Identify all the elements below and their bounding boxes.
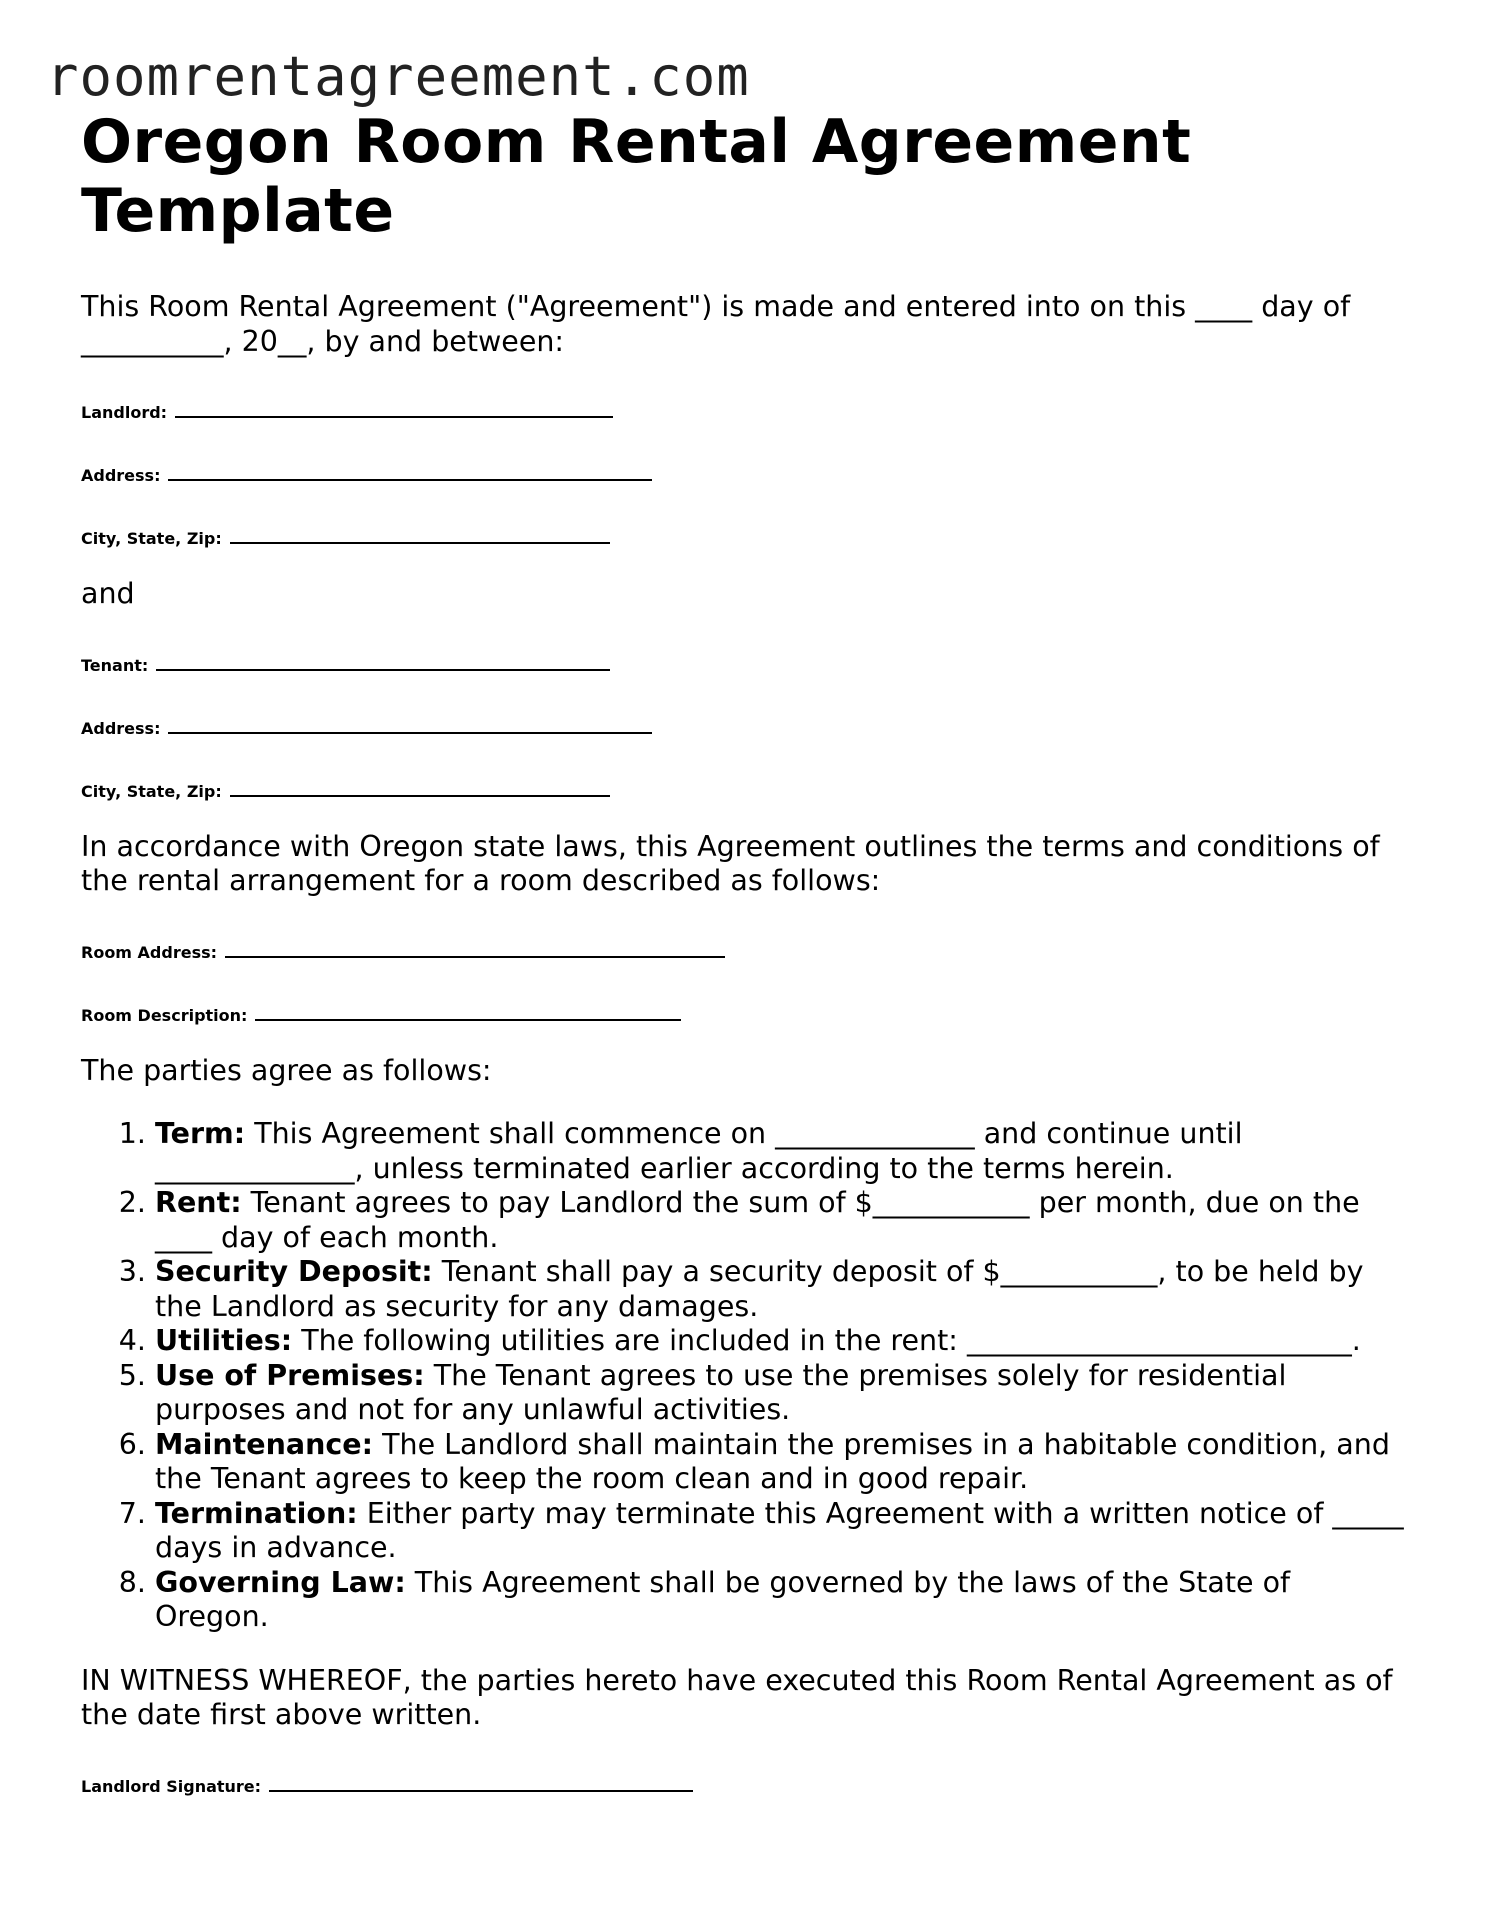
field-label: City, State, Zip:: [81, 781, 222, 801]
term-label: Security Deposit:: [155, 1255, 433, 1288]
tenant-name-field: [81, 641, 1411, 675]
field-label: City, State, Zip:: [81, 529, 222, 548]
list-item: [155, 1566, 1411, 1635]
field-label: Landlord:: [81, 403, 168, 422]
intro-paragraph: This Room Rental Agreement ("Agreement") is made and entered into on this ____ day of __________, 20__, by and between:: [81, 290, 1351, 358]
field-label: Room Description:: [81, 1005, 248, 1025]
landlord-signature-line[interactable]: [269, 1762, 693, 1792]
term-text: The Tenant agrees to use the premises solely for residential purposes and not for any unlawful activities.: [155, 1358, 1287, 1426]
term-text: Tenant agrees to pay Landlord the sum of $___________ per month, due on the ____ day of each month.: [155, 1186, 1360, 1254]
document-title: Oregon Room Rental Agreement Template: [81, 107, 1192, 246]
room-address-field: [81, 928, 1411, 962]
landlord-city-line[interactable]: [230, 514, 610, 544]
list-item: [155, 1359, 1411, 1428]
landlord-name-field: [81, 388, 1411, 422]
tenant-address-line[interactable]: [168, 704, 652, 734]
accordance-paragraph: In accordance with Oregon state laws, this Agreement outlines the terms and conditions of the rental arrangement for a room described as follows:: [81, 829, 1380, 897]
agreement-document: [81, 108, 1411, 1825]
landlord-address-line[interactable]: [168, 451, 652, 481]
list-item: [155, 1497, 1411, 1566]
terms-list: [81, 1117, 1411, 1635]
landlord-address-field: [81, 451, 1411, 485]
term-label: Rent:: [155, 1186, 242, 1219]
field-label: Tenant:: [81, 655, 149, 675]
site-watermark: roomrentagreement.com: [46, 45, 750, 108]
term-label: Utilities:: [155, 1324, 293, 1357]
term-label: Governing Law:: [155, 1565, 406, 1599]
list-item: [155, 1117, 1411, 1186]
term-text: This Agreement shall commence on ______________ and continue until ______________, unless terminated earlier according to the terms herein.: [155, 1117, 1243, 1185]
field-label: Landlord Signature:: [81, 1776, 262, 1796]
term-label: Maintenance:: [155, 1427, 374, 1461]
term-label: Term:: [155, 1117, 246, 1150]
landlord-city-field: [81, 514, 1411, 548]
field-label: Address:: [81, 718, 161, 738]
tenant-city-field: [81, 767, 1411, 801]
term-label: Termination:: [155, 1496, 358, 1530]
tenant-city-line[interactable]: [230, 767, 610, 797]
parties-agree-text: The parties agree as follows:: [81, 1053, 492, 1087]
and-text: and: [81, 577, 135, 610]
term-text: Tenant shall pay a security deposit of $___________, to be held by the Landlord as security for any damages.: [155, 1255, 1364, 1323]
field-label: Room Address:: [81, 942, 218, 962]
list-item: [155, 1324, 1411, 1359]
list-item: [155, 1255, 1411, 1324]
term-text: This Agreement shall be governed by the laws of the State of Oregon.: [155, 1565, 1291, 1633]
witness-paragraph: IN WITNESS WHEREOF, the parties hereto have executed this Room Rental Agreement as of the date first above written.: [81, 1663, 1393, 1731]
tenant-name-line[interactable]: [156, 641, 610, 671]
term-label: Use of Premises:: [155, 1358, 425, 1392]
tenant-address-field: [81, 704, 1411, 738]
room-description-line[interactable]: [255, 991, 681, 1021]
landlord-name-line[interactable]: [175, 388, 613, 418]
room-address-line[interactable]: [225, 928, 725, 958]
field-label: Address:: [81, 466, 161, 485]
list-item: [155, 1428, 1411, 1497]
landlord-signature-field: [81, 1762, 1411, 1796]
room-description-field: [81, 991, 1411, 1025]
list-item: [155, 1186, 1411, 1255]
term-text: The Landlord shall maintain the premises in a habitable condition, and the Tenant agrees to keep the room clean and in good repair.: [155, 1427, 1390, 1495]
term-text: The following utilities are included in the rent: ___________________________.: [292, 1324, 1361, 1357]
term-text: Either party may terminate this Agreement with a written notice of _____ days in advance.: [155, 1496, 1404, 1564]
